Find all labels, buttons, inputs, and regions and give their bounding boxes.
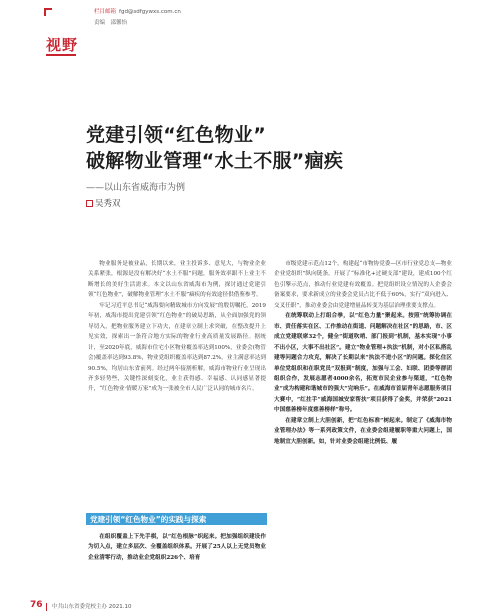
body-column-left-lower — [88, 532, 266, 563]
mailbox-label: 栏目邮箱 — [94, 9, 117, 15]
column-mailbox — [94, 7, 181, 15]
paragraph: 牢记习近平总书记“威海要向精致城市方向发展”的殷切嘱托，2019年初，威海市提出党建引领“红色物业”的破局思路，从全面加强党的领导切入，把物业服务建立下功夫，在建章立制上求突破，在整改提升上见实效，探索出一条符合地方实际的物业行业高质量发展路径。据统计，至2020年底，威海市住宅小区物业覆盖率达到100%，业委会(物管会)覆盖率达到93.8%，物业党组织覆盖率达到87.2%，业主满意率达到90.5%，均居山东省前列。经过两年接割析解，威海市物业行业呈现出齐多轻势些，关键性深刻变化，业主获得感、幸福感、认同感显著提升，“红色物业·情暖万家”成为一张被全市人民广泛认同的城市名片。 — [88, 302, 266, 393]
section-heading: 党建引领“红色物业”的实践与探索 — [90, 515, 207, 524]
publication-info: 中共山东省委党校主办 2021.10 — [52, 604, 132, 610]
corner-mark-left — [44, 8, 46, 16]
responsible-editor: 责编 邵馨怡 — [94, 20, 128, 26]
author-box-icon — [86, 200, 93, 207]
footer-divider — [46, 603, 47, 611]
section-heading-band — [86, 513, 267, 525]
body-column-right — [274, 259, 452, 447]
section-title: 视野 — [46, 36, 79, 54]
article-subtitle: ——以山东省威海市为例 — [86, 183, 186, 193]
mailbox-address: fgd@sdfgywxs.com.cn — [119, 9, 181, 15]
article-title-line-2: 破解物业管理“水土不服”痼疾 — [86, 150, 344, 172]
page-number: 76 — [30, 600, 43, 610]
paragraph: 在建章立制上大胆创新，把“红色标准”树起来。制定了《威海市物业管理办法》等一系列政策文件，在业委会组建履职等重大问题上，国地制宜大胆创新。如，针对业委会组建比例低、履 — [274, 417, 452, 445]
paragraph: 在统筹联动上打组合拳，以“红色力量”聚起来。按照“统筹协调在市、责任落实在区、工作推动在街道、问题解决在社区”的思路，市、区成立党建联席32个，健全“街道吹哨、部门报到”机制，基本实现“小事不出小区，大事不出社区”。建立“物业管理+执法”机制，对小区私搭乱建等问题合力攻克，解决了长期以来“执法不进小区”的问题。探化住区单位党组织和在职党员“双报到”制度，加强与工会、妇联、团委等群团组织合作，发展志愿者4000余名，拓宽市民企业参与渠道，“红色物业”成为构建和谐城市的强大“完响乐”。在威海市首届青年志愿服务项目大赛中，“红拄手”威海国城安家帮扶”项目获得了金奖，并荣获“2021中国慈善榜年度慈善榜样”称号。 — [274, 313, 452, 414]
paragraph: 物业服务是被业品，长期以来，业主投诉多、意见大，与物业企业关系紧张，根源是没有解决好“水土不服”问题，服务效率跟不上业主不断增长的美好生活需求。本文以山东省威海市为例，探讨通过党建引领“红色物业”，破解物业管理“水土不服”痼疾的有效途径供借鉴参考。 — [88, 261, 266, 299]
author-name: 吴秀双 — [95, 199, 121, 209]
section-underline — [46, 54, 76, 56]
article-title-line-1: 党建引领“红色物业” — [86, 124, 266, 146]
body-column-left — [88, 259, 266, 395]
paragraph: 在组织覆盖上下先手棋，以“红色根脉”织起来。把加强组织建设作为切入点，建立多层次、全覆盖组织体系。开展了25人以上无党员物业企业清零行动，推动业企党组织226个、培育 — [88, 534, 266, 561]
paragraph: 市级党建示范点12个，构建起“市物协党委—区市行业党总支—物业企业党组织”纵向链条。开展了“标准化+过硬支部”建设，建成100个红色引擎示范点，推动行业党建有效覆盖。把党组织设立情况的人企委会备案要求，要求新成立的业委会党员占比不低于60%，实行“双向进入、交叉任职”，推动业委会由党建增量品转变为基层治理重要支撑点。 — [274, 261, 452, 309]
article-author — [86, 197, 121, 209]
